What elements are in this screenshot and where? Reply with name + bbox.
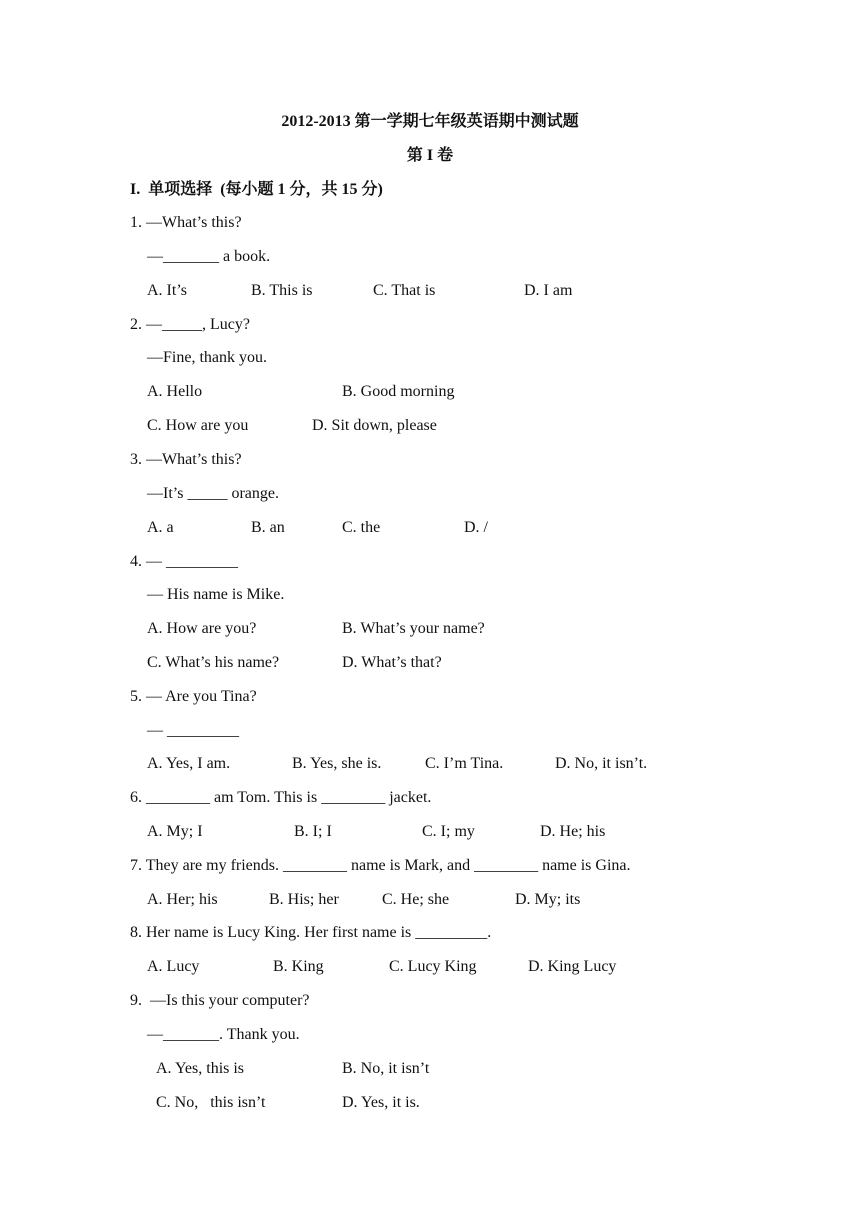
option: C. the bbox=[342, 519, 381, 536]
option: A. Lucy bbox=[147, 958, 200, 975]
option: C. No, this isn’t bbox=[156, 1094, 266, 1111]
option: D. I am bbox=[524, 282, 573, 299]
option: C. I’m Tina. bbox=[425, 755, 504, 772]
option: A. It’s bbox=[147, 282, 187, 299]
option: B. King bbox=[273, 958, 324, 975]
option: A. Her; his bbox=[147, 891, 218, 908]
question-stem: 2. —_____, Lucy? bbox=[130, 316, 250, 333]
option: C. He; she bbox=[382, 891, 450, 908]
option: D. Yes, it is. bbox=[342, 1094, 420, 1111]
option: D. What’s that? bbox=[342, 654, 442, 671]
option: B. No, it isn’t bbox=[342, 1060, 430, 1077]
question-stem: 7. They are my friends. ________ name is Mark, and ________ name is Gina. bbox=[130, 857, 631, 874]
question-line: —_______. Thank you. bbox=[147, 1026, 300, 1043]
option: A. Hello bbox=[147, 383, 203, 400]
option: B. Good morning bbox=[342, 383, 455, 400]
question-stem: 6. ________ am Tom. This is ________ jacket. bbox=[130, 789, 432, 806]
question-stem: 1. —What’s this? bbox=[130, 214, 242, 231]
question-stem: 5. — Are you Tina? bbox=[130, 688, 257, 705]
option: D. Sit down, please bbox=[312, 417, 437, 434]
option: C. I; my bbox=[422, 823, 475, 840]
option: A. Yes, I am. bbox=[147, 755, 231, 772]
option: B. What’s your name? bbox=[342, 620, 485, 637]
question-stem: 3. —What’s this? bbox=[130, 451, 242, 468]
question-stem: 9. —Is this your computer? bbox=[130, 992, 310, 1009]
question-line: — His name is Mike. bbox=[147, 586, 285, 603]
option: B. Yes, she is. bbox=[292, 755, 382, 772]
section-heading: I. 单项选择 (每小题 1 分，共 15 分) bbox=[130, 181, 383, 198]
option: B. This is bbox=[251, 282, 313, 299]
option: D. My; its bbox=[515, 891, 581, 908]
option: A. a bbox=[147, 519, 174, 536]
option: D. No, it isn’t. bbox=[555, 755, 648, 772]
option: A. My; I bbox=[147, 823, 203, 840]
volume-label: 第 I 卷 bbox=[406, 147, 454, 164]
option: A. How are you? bbox=[147, 620, 257, 637]
option: B. an bbox=[251, 519, 285, 536]
option: C. How are you bbox=[147, 417, 249, 434]
option: D. King Lucy bbox=[528, 958, 617, 975]
page-title: 2012-2013 第一学期七年级英语期中测试题 bbox=[281, 113, 579, 130]
question-line: — _________ bbox=[147, 722, 239, 739]
option: D. / bbox=[464, 519, 488, 536]
option: B. His; her bbox=[269, 891, 339, 908]
option: C. What’s his name? bbox=[147, 654, 280, 671]
question-stem: 8. Her name is Lucy King. Her first name is _________. bbox=[130, 924, 492, 941]
question-line: —Fine, thank you. bbox=[147, 349, 267, 366]
option: D. He; his bbox=[540, 823, 606, 840]
option: C. Lucy King bbox=[389, 958, 477, 975]
question-line: —_______ a book. bbox=[147, 248, 271, 265]
option: A. Yes, this is bbox=[156, 1060, 245, 1077]
question-line: —It’s _____ orange. bbox=[147, 485, 279, 502]
option: B. I; I bbox=[294, 823, 332, 840]
option: C. That is bbox=[373, 282, 436, 299]
question-stem: 4. — _________ bbox=[130, 553, 238, 570]
